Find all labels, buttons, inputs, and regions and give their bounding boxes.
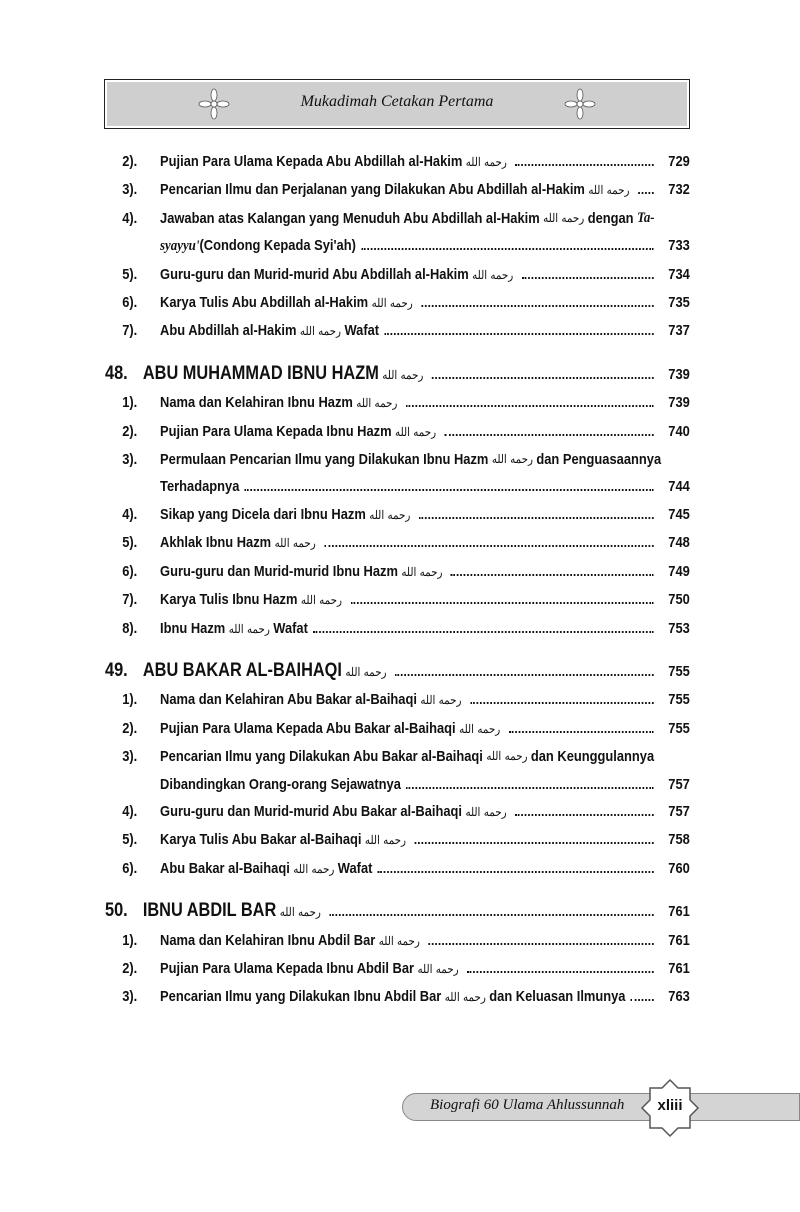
dot-leader — [428, 943, 653, 945]
entry-number: 6). — [122, 294, 138, 312]
dot-leader — [509, 731, 654, 733]
chapter-page: 739 — [668, 365, 690, 383]
toc-entry[interactable] — [105, 261, 690, 289]
dot-leader — [245, 489, 654, 491]
toc-entry[interactable] — [105, 715, 690, 743]
honorific-glyph: رحمه الله — [279, 905, 321, 920]
entry-title-continued: dan Keunggulannya — [530, 748, 655, 766]
entry-title: Pencarian Ilmu yang Dilakukan Abu Bakar al-Baihaqi — [160, 748, 483, 766]
toc-entry[interactable] — [105, 686, 690, 714]
toc-entry[interactable] — [105, 855, 690, 883]
entry-title: Permulaan Pencarian Ilmu yang Dilakukan Ibnu Hazm — [160, 451, 489, 469]
entry-number: 2). — [122, 959, 138, 977]
dot-leader — [421, 305, 653, 307]
toc-entry[interactable] — [105, 205, 690, 261]
entry-title: Abu Bakar al-Baihaqi — [160, 859, 290, 877]
dot-leader — [515, 814, 654, 816]
honorific-glyph: رحمه الله — [444, 990, 486, 1005]
entry-page: 760 — [668, 859, 690, 877]
entry-title: Pujian Para Ulama Kepada Abu Abdillah al-Hakim — [160, 153, 463, 170]
entry-page: 729 — [668, 153, 690, 170]
entry-title: Pujian Para Ulama Kepada Abu Bakar al-Baihaqi — [160, 719, 456, 737]
toc-entry[interactable] — [105, 446, 690, 501]
entry-page: 737 — [668, 322, 690, 340]
entry-title-continued: dengan — [587, 209, 634, 227]
dot-leader — [384, 333, 653, 335]
entry-number: 4). — [122, 505, 138, 523]
entry-title: Nama dan Kelahiran Ibnu Hazm — [160, 394, 353, 412]
dot-leader — [470, 702, 654, 704]
dot-leader — [451, 574, 654, 576]
dot-leader — [419, 517, 654, 519]
honorific-glyph: رحمه الله — [300, 593, 342, 608]
entry-title: Pujian Para Ulama Kepada Ibnu Hazm — [160, 422, 392, 440]
entry-title: Pencarian Ilmu yang Dilakukan Ibnu Abdil Bar — [160, 988, 442, 1006]
entry-number: 3). — [122, 988, 138, 1006]
toc-chapter[interactable] — [105, 657, 690, 686]
entry-title: Abu Abdillah al-Hakim — [160, 322, 297, 340]
honorific-glyph: رحمه الله — [472, 267, 514, 282]
entry-page: 739 — [668, 394, 690, 412]
entry-title: Pencarian Ilmu dan Perjalanan yang Dilakukan Abu Abdillah al-Hakim — [160, 181, 585, 199]
entry-number: 5). — [122, 265, 138, 283]
honorific-glyph: رحمه الله — [486, 749, 528, 764]
entry-title-italic: syayyu' — [160, 238, 200, 255]
entry-number: 5). — [122, 534, 138, 552]
honorific-glyph: رحمه الله — [293, 861, 335, 876]
entry-title: Pujian Para Ulama Kepada Ibnu Abdil Bar — [160, 959, 415, 977]
entry-title: Karya Tulis Abu Abdillah al-Hakim — [160, 294, 369, 312]
chapter-number: 48. — [105, 362, 128, 384]
entry-number: 2). — [122, 153, 138, 170]
entry-title: Guru-guru dan Murid-murid Abu Abdillah al-Hakim — [160, 265, 469, 283]
entry-page: 755 — [668, 691, 690, 709]
entry-title: Nama dan Kelahiran Ibnu Abdil Bar — [160, 931, 376, 949]
entry-number: 3). — [122, 181, 138, 199]
entry-number: 6). — [122, 859, 138, 877]
book-title: Biografi 60 Ulama Ahlussunnah — [430, 1097, 625, 1113]
entry-title: Nama dan Kelahiran Abu Bakar al-Baihaqi — [160, 691, 417, 709]
dot-leader — [406, 787, 654, 789]
entry-title-continued: Terhadapnya — [160, 478, 240, 496]
toc-entry[interactable] — [105, 176, 690, 204]
chapter-page: 761 — [668, 903, 690, 921]
entry-title: Guru-guru dan Murid-murid Ibnu Hazm — [160, 562, 398, 580]
running-header — [104, 79, 690, 129]
toc-entry[interactable] — [105, 418, 690, 446]
entry-number: 2). — [122, 422, 138, 440]
entry-number: 8). — [122, 619, 138, 637]
honorific-glyph: رحمه الله — [345, 664, 387, 679]
toc-entry[interactable] — [105, 558, 690, 586]
chapter-title: ABU BAKAR AL-BAIHAQI — [142, 659, 342, 681]
dot-leader — [415, 842, 654, 844]
toc-entry[interactable] — [105, 148, 690, 176]
honorific-glyph: رحمه الله — [420, 693, 462, 708]
honorific-glyph: رحمه الله — [299, 324, 342, 339]
dot-leader — [432, 377, 654, 379]
entry-title-continued: dan Keluasan Ilmunya — [489, 988, 626, 1006]
entry-page: 748 — [668, 534, 690, 552]
page-number: xliii — [657, 1097, 683, 1114]
chapter-title: ABU MUHAMMAD IBNU HAZM — [142, 362, 379, 384]
entry-page: 732 — [668, 181, 690, 199]
entry-number: 7). — [122, 591, 138, 609]
toc-entry[interactable] — [105, 289, 690, 317]
toc-chapter[interactable] — [105, 897, 690, 926]
entry-title: Sikap yang Dicela dari Ibnu Hazm — [160, 505, 366, 523]
entry-page: 761 — [668, 931, 690, 949]
entry-page: 733 — [668, 237, 690, 255]
entry-number: 6). — [122, 562, 138, 580]
entry-title-continued: (Condong Kepada Syi'ah) — [199, 237, 356, 255]
dot-leader — [631, 999, 654, 1001]
entry-page: 744 — [668, 478, 690, 496]
entry-page: 758 — [668, 831, 690, 849]
entry-title-italic: Ta- — [637, 209, 655, 226]
entry-page: 755 — [668, 719, 690, 737]
entry-page: 753 — [668, 619, 690, 637]
entry-title-continued: dan Penguasaannya — [536, 451, 662, 469]
entry-page: 761 — [668, 959, 690, 977]
honorific-glyph: رحمه الله — [417, 961, 459, 976]
entry-page: 763 — [668, 988, 690, 1006]
chapter-page: 755 — [668, 662, 690, 680]
dot-leader — [361, 248, 654, 250]
entry-number: 3). — [122, 748, 138, 766]
entry-number: 4). — [122, 802, 138, 820]
toc-chapter[interactable] — [105, 360, 690, 389]
dot-leader — [395, 674, 654, 676]
honorific-glyph: رحمه الله — [274, 536, 316, 551]
toc-entry[interactable] — [105, 529, 690, 557]
chapter-number: 50. — [105, 900, 128, 922]
toc-entry[interactable] — [105, 743, 690, 798]
entry-page: 757 — [668, 802, 690, 820]
entry-page: 740 — [668, 422, 690, 440]
toc-entry[interactable] — [105, 983, 690, 1011]
entry-number: 1). — [122, 394, 138, 412]
honorific-glyph: رحمه الله — [356, 396, 398, 411]
entry-title-continued: Wafat — [344, 322, 380, 340]
dot-leader — [515, 164, 653, 166]
honorific-glyph: رحمه الله — [378, 933, 420, 948]
entry-page: 749 — [668, 562, 690, 580]
honorific-glyph: رحمه الله — [395, 424, 437, 439]
dot-leader — [351, 602, 654, 604]
entry-page: 750 — [668, 591, 690, 609]
entry-title: Akhlak Ibnu Hazm — [160, 534, 272, 552]
honorific-glyph: رحمه الله — [465, 155, 507, 169]
floral-ornament-icon — [563, 87, 597, 121]
honorific-glyph: رحمه الله — [459, 721, 501, 736]
honorific-glyph: رحمه الله — [371, 296, 413, 311]
dot-leader — [445, 434, 654, 436]
dot-leader — [313, 631, 654, 633]
table-of-contents — [105, 148, 690, 1012]
entry-title: Ibnu Hazm — [160, 619, 226, 637]
entry-title-continued: Wafat — [273, 619, 308, 637]
toc-entry[interactable] — [105, 615, 690, 643]
entry-number: 3). — [122, 451, 138, 469]
entry-title: Karya Tulis Abu Bakar al-Baihaqi — [160, 831, 362, 849]
toc-entry[interactable] — [105, 798, 690, 826]
honorific-glyph: رحمه الله — [364, 833, 407, 848]
dot-leader — [324, 545, 653, 547]
entry-number: 1). — [122, 691, 138, 709]
entry-page: 757 — [668, 775, 690, 793]
entry-page: 745 — [668, 505, 690, 523]
entry-title-continued: Dibandingkan Orang-orang Sejawatnya — [160, 775, 401, 793]
toc-entry[interactable] — [105, 389, 690, 417]
toc-entry[interactable] — [105, 927, 690, 955]
honorific-glyph: رحمه الله — [543, 210, 585, 225]
dot-leader — [467, 971, 653, 973]
honorific-glyph: رحمه الله — [369, 507, 411, 522]
toc-entry[interactable] — [105, 586, 690, 614]
dot-leader — [638, 192, 654, 194]
entry-number: 2). — [122, 719, 138, 737]
entry-number: 4). — [122, 209, 138, 227]
toc-entry[interactable] — [105, 826, 690, 854]
entry-number: 5). — [122, 831, 138, 849]
chapter-number: 49. — [105, 659, 128, 681]
chapter-title: IBNU ABDIL BAR — [142, 900, 277, 922]
toc-entry[interactable] — [105, 955, 690, 983]
entry-page: 734 — [668, 265, 690, 283]
honorific-glyph: رحمه الله — [491, 452, 533, 467]
entry-title: Guru-guru dan Murid-murid Abu Bakar al-Baihaqi — [160, 802, 463, 820]
dot-leader — [378, 871, 654, 873]
dot-leader — [522, 277, 654, 279]
toc-entry[interactable] — [105, 501, 690, 529]
honorific-glyph: رحمه الله — [382, 367, 424, 382]
honorific-glyph: رحمه الله — [465, 804, 507, 819]
entry-number: 7). — [122, 322, 138, 340]
honorific-glyph: رحمه الله — [401, 564, 443, 579]
entry-number: 1). — [122, 931, 138, 949]
header-banner — [107, 82, 687, 126]
entry-title: Karya Tulis Ibnu Hazm — [160, 591, 298, 609]
honorific-glyph: رحمه الله — [228, 621, 270, 636]
entry-title-continued: Wafat — [337, 859, 373, 877]
honorific-glyph: رحمه الله — [588, 183, 630, 198]
entry-title: Jawaban atas Kalangan yang Menuduh Abu Abdillah al-Hakim — [160, 209, 540, 227]
toc-entry[interactable] — [105, 317, 690, 345]
entry-page: 735 — [668, 294, 690, 312]
dot-leader — [406, 405, 654, 407]
dot-leader — [329, 914, 653, 916]
page-title: Mukadimah Cetakan Pertama — [300, 93, 494, 110]
